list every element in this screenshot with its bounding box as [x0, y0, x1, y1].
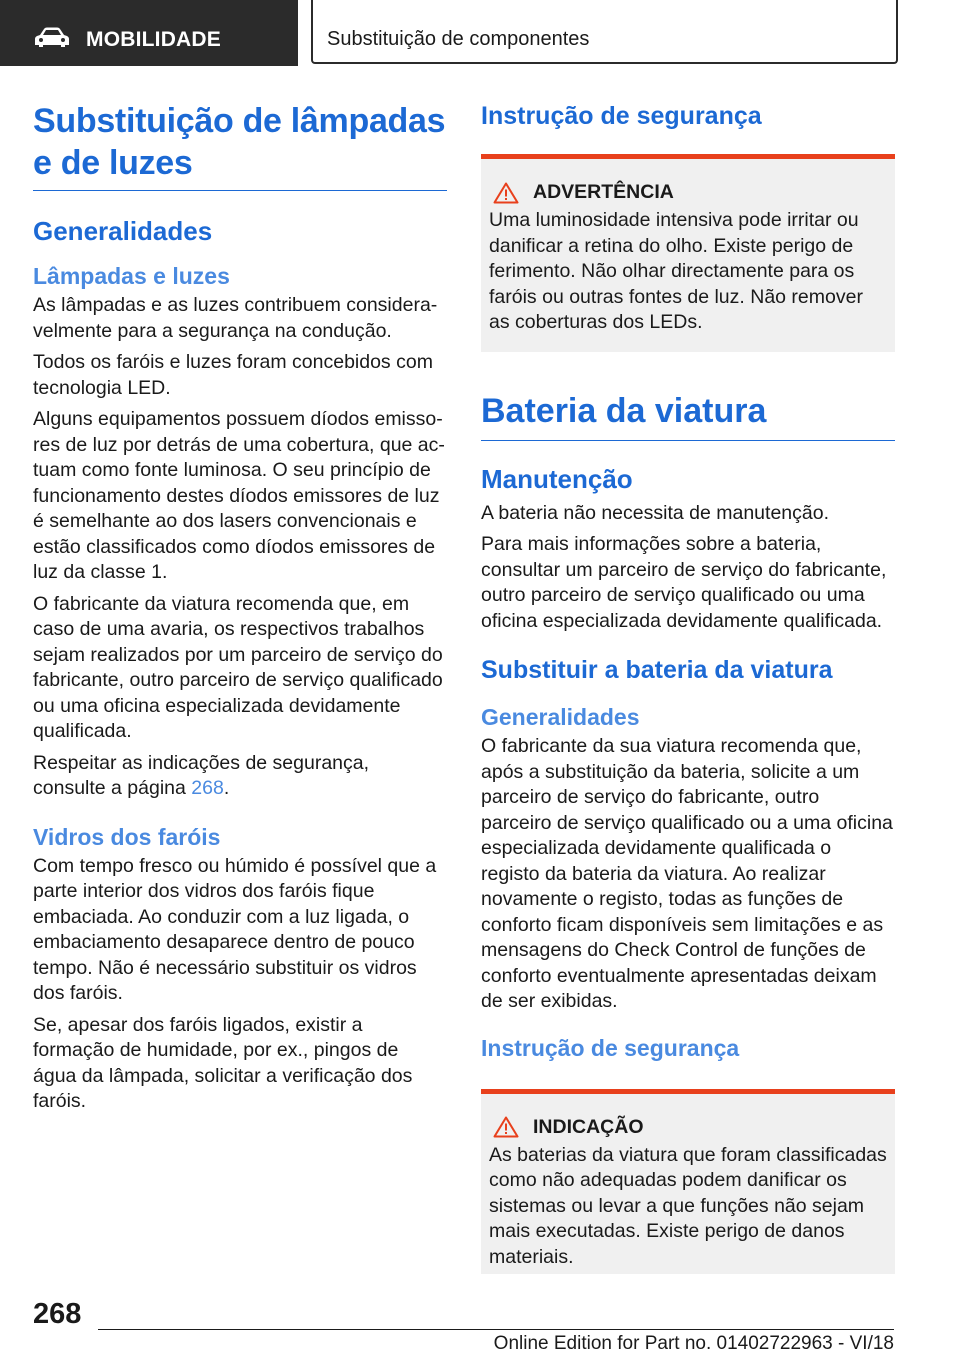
right-column: [481, 100, 895, 1274]
notice-text: As baterias da viatura que foram classificadas como não adequadas podem danificar os sistemas ou levar a que funções não sejam mais executadas. Existe perigo de danos materiais.: [489, 1143, 887, 1268]
paragraph: Todos os faróis e luzes foram concebidos com tecnologia LED.: [33, 351, 433, 399]
battery-title: Bateria da viatura: [481, 390, 895, 441]
heading-safety: Instrução de segurança: [481, 102, 762, 130]
page-title: Substituição de lâmpadas e de luzes: [33, 100, 447, 191]
warning-triangle-icon: [493, 1116, 519, 1138]
heading-safety-battery: Instrução de segurança: [481, 1034, 740, 1061]
car-icon: [34, 26, 70, 48]
page-number: 268: [33, 1298, 82, 1330]
heading-headlight-glass: Vidros dos faróis: [33, 823, 221, 850]
paragraph-with-link: [33, 751, 447, 802]
heading-replace-battery: Substituir a bateria da viatura: [481, 656, 833, 684]
heading-generalities-battery: Generalidades: [481, 704, 640, 730]
warning-label: ADVERTÊNCIA: [533, 181, 674, 203]
notice-title: [489, 1116, 887, 1139]
paragraph-text: Respeitar as indicações de segurança, consulte a página: [33, 751, 370, 799]
warning-triangle-icon: [493, 182, 519, 204]
section-title: MOBILIDADE: [86, 28, 221, 51]
left-column: [33, 100, 447, 1121]
heading-lamps: Lâmpadas e luzes: [33, 263, 230, 289]
paragraph: O fabricante da sua viatura recomenda que, após a substituição da bateria, solicite a um parceiro de serviço do fabricante, outro parceiro de serviço qualificado ou a uma oficina especializada devidamente qualificada o registo da bateria da viatura. Ao realizar novamente o registo, todas as funções de conforto ficam disponíveis sem limitações e as mensagens do Check Control de funções de conforto eventualmente apresentadas deixam de ser exibidas.: [481, 735, 893, 1012]
warning-title: [489, 181, 887, 204]
heading-generalities: Generalidades: [33, 216, 213, 246]
paragraph: As lâmpadas e as luzes contribuem consideravelmente para a segurança na condução.: [33, 294, 438, 342]
paragraph: Com tempo fresco ou húmido é possível que a parte interior dos vidros dos faróis fique embaciada. Ao conduzir com a luz ligada, o embaciamento desaparece dentro de pouco tempo. Não é necessário substituir os vidros dos faróis.: [33, 854, 437, 1004]
heading-maintenance: Manutenção: [481, 463, 633, 494]
page-link[interactable]: 268: [191, 777, 224, 799]
paragraph: Se, apesar dos faróis ligados, existir a formação de humidade, por ex., pingos de água da lâmpada, solicitar a verificação dos faróis.: [33, 1013, 413, 1112]
paragraph: Para mais informações sobre a bateria, consultar um parceiro de serviço do fabricante, outro parceiro de serviço qualificado ou uma oficina especializada devidamente qualificada.: [481, 533, 887, 632]
warning-text: Uma luminosidade intensiva pode irritar ou danificar a retina do olho. Existe perigo de ferimento. Não olhar directamente para os faróis ou outras fontes de luz. Não remover as coberturas dos LEDs.: [489, 209, 863, 333]
header-section-tab: [0, 0, 298, 66]
notice-label: INDICAÇÃO: [533, 1115, 644, 1138]
notice-box: [481, 1089, 895, 1275]
paragraph: O fabricante da viatura recomenda que, em caso de uma avaria, os respectivos trabalhos sejam realizados por um parceiro de serviço do fabricante, outro parceiro de serviço qualificado ou uma oficina especializada devidamente qualificada.: [33, 592, 443, 742]
chapter-title: Substituição de componentes: [327, 28, 590, 50]
paragraph: Alguns equipamentos possuem díodos emissores de luz por detrás de uma cobertura, que actuam como fonte luminosa. O seu princípio de funcionamento destes díodos emissores de luz é semelhante ao dos lasers convencionais e estão classificados como díodos emissores de luz da classe 1.: [33, 408, 445, 583]
footer-edition: Online Edition for Part no. 01402722963 - VI/18: [493, 1333, 894, 1354]
footer-divider: [98, 1329, 894, 1330]
paragraph-end: .: [223, 777, 230, 799]
warning-box: [481, 154, 895, 352]
paragraph: A bateria não necessita de manutenção.: [481, 501, 829, 524]
header-chapter-box: [311, 0, 898, 64]
